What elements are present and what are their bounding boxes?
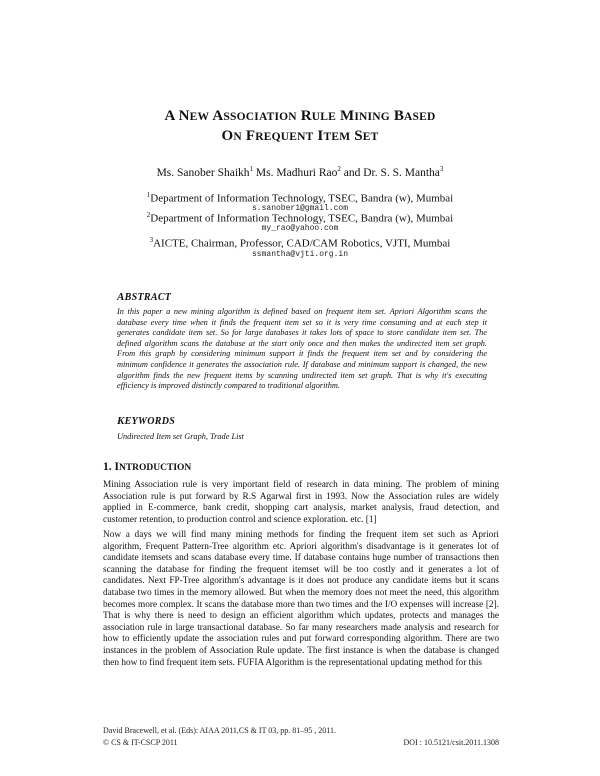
affiliation-2: $^2$Department of Information Technology, TSEC, Bandra (w), Mumbai xyxy=(146,211,454,225)
footer-copyright: © CS & IT-CSCP 2011 xyxy=(103,738,178,747)
author-3: and Dr. S. S. Mantha xyxy=(340,166,440,179)
title-line-2: ON FREQUENT ITEM SET xyxy=(221,128,379,144)
abstract-heading: ABSTRACT xyxy=(117,291,172,303)
author-list: Ms. Sanober Shaikh$^1$ Ms. Madhuri Rao$^2$ and Dr. S. S. Mantha$^3$ xyxy=(156,165,444,179)
email-1[interactable]: s.sanober1@gmail.com xyxy=(251,204,348,213)
keywords-heading: KEYWORDS xyxy=(117,415,176,427)
email-2[interactable]: my_rao@yahoo.com xyxy=(261,224,339,233)
author-1: Ms. Sanober Shaikh xyxy=(156,166,250,179)
abstract-text: In this paper a new mining algorithm is defined based on frequent item set. Apriori Algorithm scans the database every time when it finds the frequent item set so it is very time consuming and at each step it generates candidate item set. So for large databases it takes lots of space to store candidate item set. The defined algorithm scans the database at the start only once and then makes the undirected item set graph. From this graph by considering minimum support it finds the frequent item set and by considering the minimum confidence it generates the association rule. If database and minimum support is changed, the new algorithm finds the new frequent items by scanning undirected item set graph. That is why it's executing efficiency is improved distinctly compared to traditional algorithm. xyxy=(117,307,487,391)
title-line-1: A NEW ASSOCIATION RULE MINING BASED xyxy=(164,108,436,124)
keywords-text: Undirected Item set Graph, Trade List xyxy=(117,432,244,441)
footer-doi: DOI : 10.5121/csit.2011.1308 xyxy=(403,738,499,747)
footer-citation: David Bracewell, et al. (Eds): AIAA 2011,CS & IT 03, pp. 81–95 , 2011. xyxy=(103,726,337,735)
author-2: Ms. Madhuri Rao xyxy=(253,166,338,179)
footer-row xyxy=(103,738,499,747)
section-heading-introduction: 1. INTRODUCTION xyxy=(103,461,192,473)
affiliation-1: $^1$Department of Information Technology, TSEC, Bandra (w), Mumbai xyxy=(146,191,454,205)
email-3[interactable]: ssmantha@vjti.org.in xyxy=(251,250,348,259)
intro-paragraph-2: Now a days we will find many mining methods for finding the frequent item set such as Apriori algorithm, Frequent Pattern-Tree algorithm etc. Apriori algorithm's disadvantage is it generates lot of candidate itemsets and scans database every time. If database contains huge number of transactions then scanning the database for finding the frequent itemset will be too costly and it generates a lot of candidates. Next FP-Tree algorithm's advantage is it does not produce any candidate items but it scans database two times in the memory allowed. But when the memory does not meet the need, this algorithm becomes more complex. It scans the database more than two times and the I/O expenses will increase [2]. That is why there is need to design an efficient algorithm which updates, protects and manages the association rule in large transactional database. So far many researchers made analysis and research for how to efficiently update the association rules and put forward corresponding algorithm. There are two instances in the problem of Association Rule update. The first instance is when the database is changed then how to find frequent item sets. FUFIA Algorithm is the representational updating method for this xyxy=(103,530,499,668)
intro-paragraph-1: Mining Association rule is very important field of research in data mining. The problem of mining Association rule is put forward by R.S Agarwal first in 1993. Now the Association rules are widely applied in E-commerce, bank credit, shopping cart analysis, market analysis, fraud detection, and customer retention, to production control and science exploration. etc. [1] xyxy=(103,480,499,525)
affiliation-3: $^3$AICTE, Chairman, Professor, CAD/CAM Robotics, VJTI, Mumbai xyxy=(149,236,451,250)
